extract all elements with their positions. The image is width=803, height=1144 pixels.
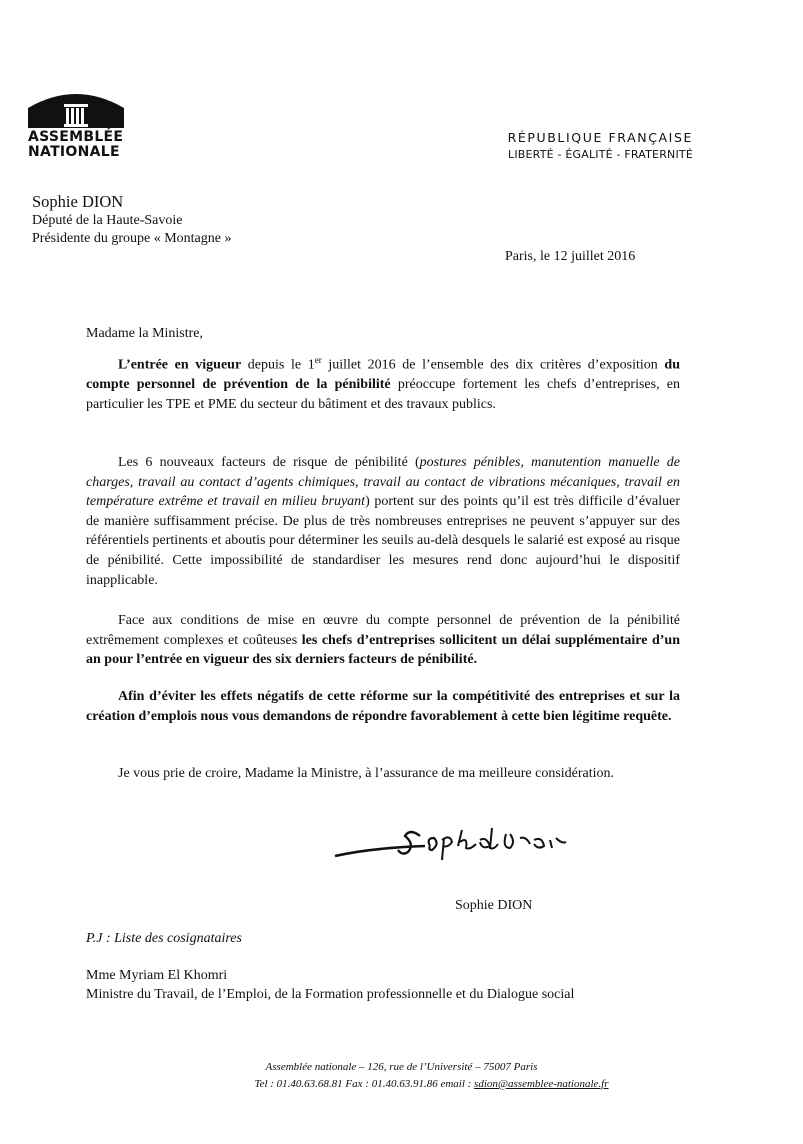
p1-text-b: depuis le 1 (241, 357, 315, 373)
paragraph-1 (86, 351, 680, 414)
p1-sup: er (314, 355, 322, 365)
p2-text-c: ) portent sur des points qu’il est très difficile d’évaluer de manière suffisamment précise. De plus de très nombreuses entreprises ne peuvent s’appuyer sur des référentiels pertinents et aboutis pour déterminer les seuils au-delà desquels le salarié est exposé au risque de pénibilité. Cette impossibilité de standardiser les mesures rend donc aujourd’hui le dispositif inapplicable. (86, 494, 681, 588)
p1-bold-a: L’entrée en vigueur (118, 357, 242, 373)
paragraph-2 (86, 453, 680, 590)
footer-contact: Tel : 01.40.63.68.81 Fax : 01.40.63.91.86 email : (254, 1078, 475, 1090)
republic-motto: LIBERTÉ - ÉGALITÉ - FRATERNITÉ (508, 148, 693, 161)
p2-text-a: Les 6 nouveaux facteurs de risque de pénibilité ( (118, 455, 420, 470)
letter-date: Paris, le 12 juillet 2016 (505, 249, 636, 264)
logo-label (28, 130, 128, 160)
footer-address: Assemblée nationale – 126, rue de l’Université – 75007 Paris (265, 1061, 538, 1073)
footer-email-link[interactable]: sdion@assemblee-nationale.fr (474, 1078, 609, 1090)
salutation: Madame la Ministre, (86, 326, 204, 341)
hemicycle-emblem-icon (28, 86, 124, 128)
p5-text: Je vous prie de croire, Madame la Ministre, à l’assurance de ma meilleure considération. (118, 766, 615, 781)
paragraph-5 (86, 764, 680, 784)
sender-role: Présidente du groupe « Montagne » (32, 231, 232, 246)
handwritten-signature (330, 818, 580, 868)
recipient-name: Mme Myriam El Khomri (86, 968, 228, 983)
sender-name: Sophie DION (32, 192, 124, 211)
p4-bold: Afin d’éviter les effets négatifs de cette réforme sur la compétitivité des entreprises et sur la création d’emplois nous vous demandons de répondre favorablement à cette bien légitime requête. (86, 689, 680, 724)
recipient-title: Ministre du Travail, de l’Emploi, de la Formation professionnelle et du Dialogue social (86, 987, 575, 1002)
sender-block (32, 192, 231, 248)
assemblee-nationale-logo (28, 86, 128, 160)
republic-title: RÉPUBLIQUE FRANÇAISE (507, 130, 693, 145)
republic-header (508, 130, 693, 161)
signer-name: Sophie DION (455, 898, 533, 913)
paragraph-3 (86, 611, 680, 670)
logo-line-1: ASSEMBLÉE (28, 129, 124, 145)
p3-text-a: Face aux conditions de mise en œuvre du compte personnel de prévention de la pénibilité extrêmement complexes et coûteuses (86, 613, 680, 648)
logo-line-2: NATIONALE (28, 144, 120, 160)
footer (0, 1059, 803, 1093)
sender-title: Député de la Haute-Savoie (32, 213, 183, 228)
p1-bold-d: du compte personnel de prévention de la pénibilité (86, 357, 680, 393)
p3-bold-b: les chefs d’entreprises sollicitent un délai supplémentaire d’un an pour l’entrée en vigueur des six derniers facteurs de pénibilité. (86, 632, 680, 668)
footer-contact-line (0, 1076, 803, 1093)
p1-text-e: préoccupe fortement les chefs d’entreprises, en particulier les TPE et PME du secteur du bâtiment et des travaux publics. (86, 377, 680, 412)
recipient-block (86, 966, 574, 1004)
paragraph-4 (86, 687, 680, 726)
p1-text-c: juillet 2016 de l’ensemble des dix critères d’exposition (321, 357, 665, 373)
attachment-note: P.J : Liste des cosignataires (86, 931, 242, 946)
p2-italic-b: postures pénibles, manutention manuelle de charges, travail au contact d’agents chimiques, travail au contact de vibrations mécaniques, travail en température extrême et travail en milieu bruyant (86, 455, 681, 510)
